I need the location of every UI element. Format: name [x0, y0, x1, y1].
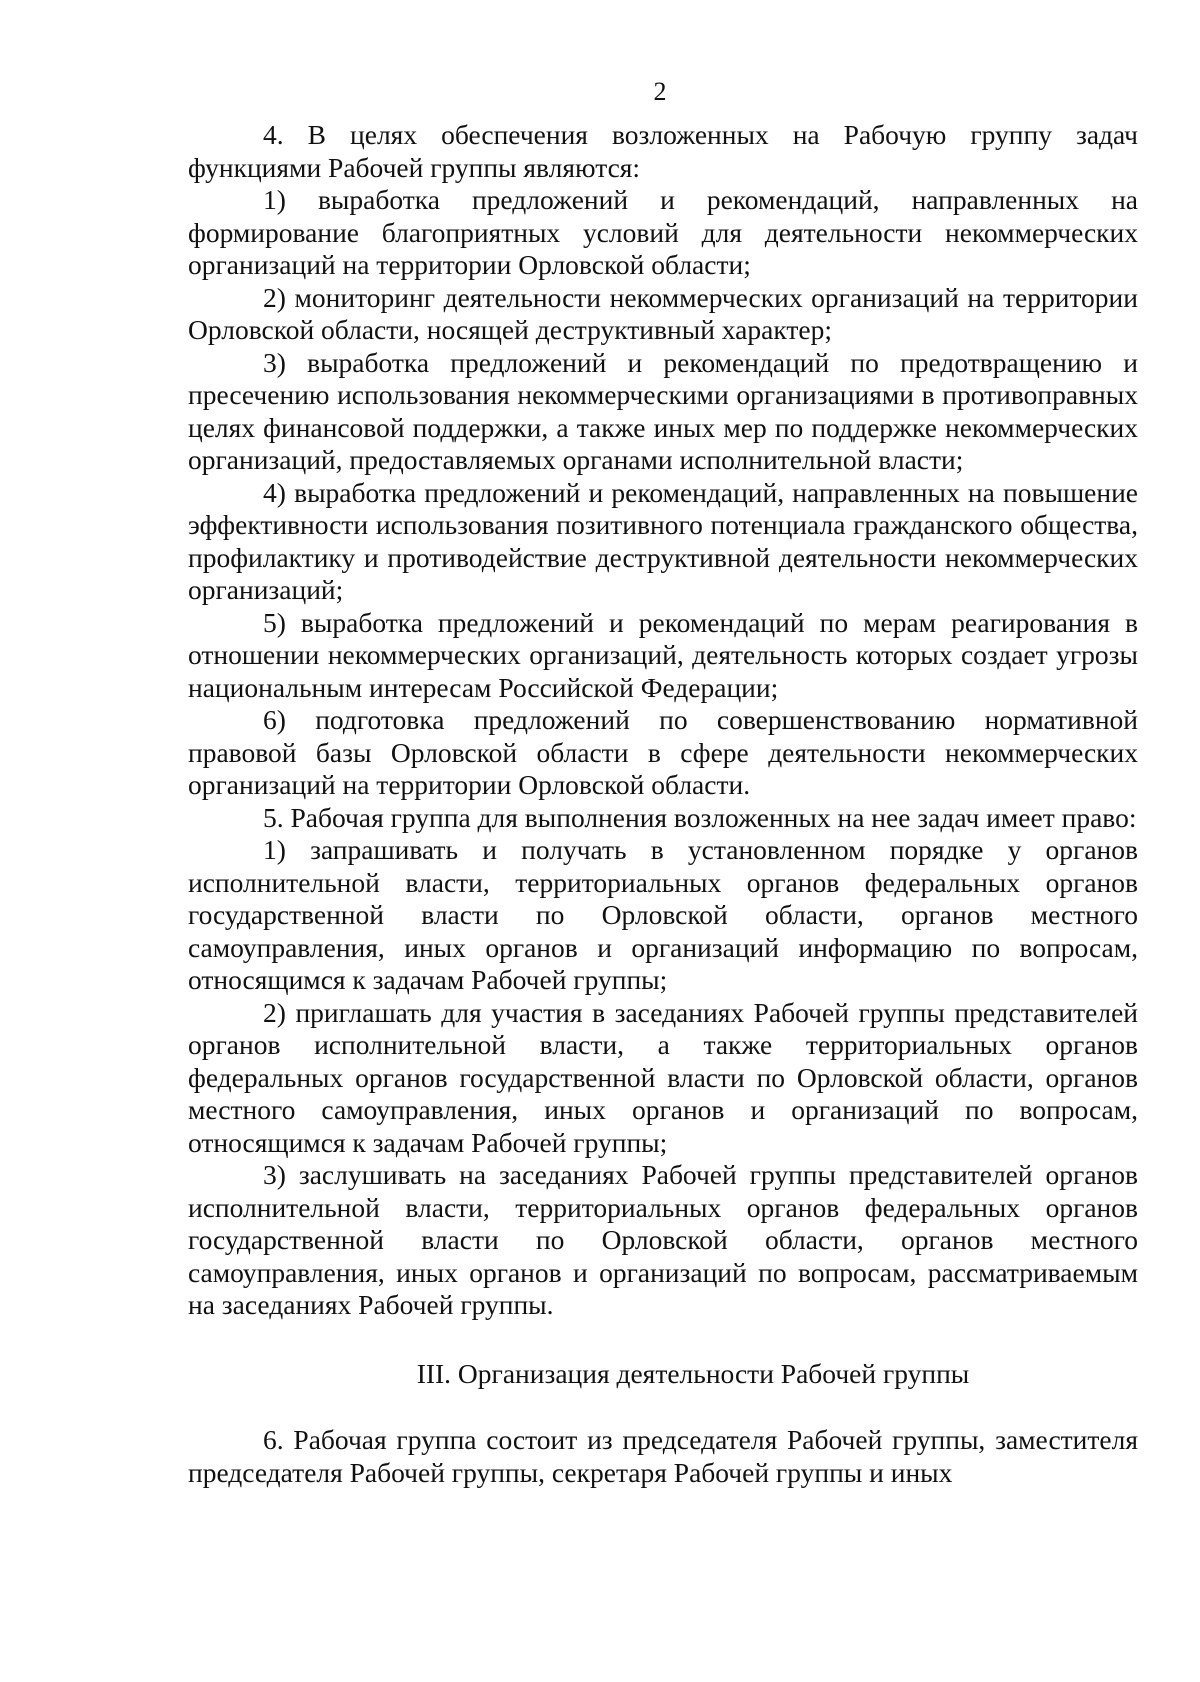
document-body: [188, 119, 1138, 1489]
paragraph-5-item-1: 1) запрашивать и получать в установленном порядке у органов исполнительной власти, территориальных органов федеральных органов государственной власти по Орловской области, органов местного самоуправления, иных органов и организаций информацию по вопросам, относящимся к задачам Рабочей группы;: [188, 834, 1138, 995]
paragraph-4-item-1: 1) выработка предложений и рекомендаций, направленных на формирование благоприятных условий для деятельности некоммерческих организаций на территории Орловской области;: [188, 184, 1138, 280]
paragraph-4-item-6: 6) подготовка предложений по совершенствованию нормативной правовой базы Орловской области в сфере деятельности некоммерческих организаций на территории Орловской области.: [188, 704, 1138, 800]
paragraph-6: 6. Рабочая группа состоит из председателя Рабочей группы, заместителя председателя Рабочей группы, секретаря Рабочей группы и иных: [188, 1424, 1138, 1488]
paragraph-5-intro: 5. Рабочая группа для выполнения возложенных на нее задач имеет право:: [263, 801, 1137, 833]
paragraph-5-item-3: 3) заслушивать на заседаниях Рабочей группы представителей органов исполнительной власти, территориальных органов федеральных органов государственной власти по Орловской области, органов местного самоуправления, иных органов и организаций по вопросам, рассматриваемым на заседаниях Рабочей группы.: [188, 1159, 1138, 1320]
paragraph-5-item-2: 2) приглашать для участия в заседаниях Рабочей группы представителей органов исполнительной власти, а также территориальных органов федеральных органов государственной власти по Орловской области, органов местного самоуправления, иных органов и организаций по вопросам, относящимся к задачам Рабочей группы;: [188, 996, 1138, 1158]
page-number: 2: [653, 77, 667, 106]
paragraph-4-item-2: 2) мониторинг деятельности некоммерческих организаций на территории Орловской области, носящей деструктивный характер;: [188, 281, 1138, 345]
paragraph-4-item-3: 3) выработка предложений и рекомендаций по предотвращению и пресечению использования некоммерческими организациями в противоправных целях финансовой поддержки, а также иных мер по поддержке некоммерческих организаций, предоставляемых органами исполнительной власти;: [188, 346, 1138, 475]
paragraph-4-item-4: 4) выработка предложений и рекомендаций, направленных на повышение эффективности использования позитивного потенциала гражданского общества, профилактику и противодействие деструктивной деятельности некоммерческих организаций;: [188, 476, 1138, 605]
section-heading: III. Организация деятельности Рабочей группы: [416, 1357, 970, 1389]
paragraph-4-intro: 4. В целях обеспечения возложенных на Рабочую группу задач функциями Рабочей группы являются:: [188, 119, 1138, 183]
paragraph-4-item-5: 5) выработка предложений и рекомендаций по мерам реагирования в отношении некоммерческих организаций, деятельность которых создает угрозы национальным интересам Российской Федерации;: [188, 606, 1138, 703]
